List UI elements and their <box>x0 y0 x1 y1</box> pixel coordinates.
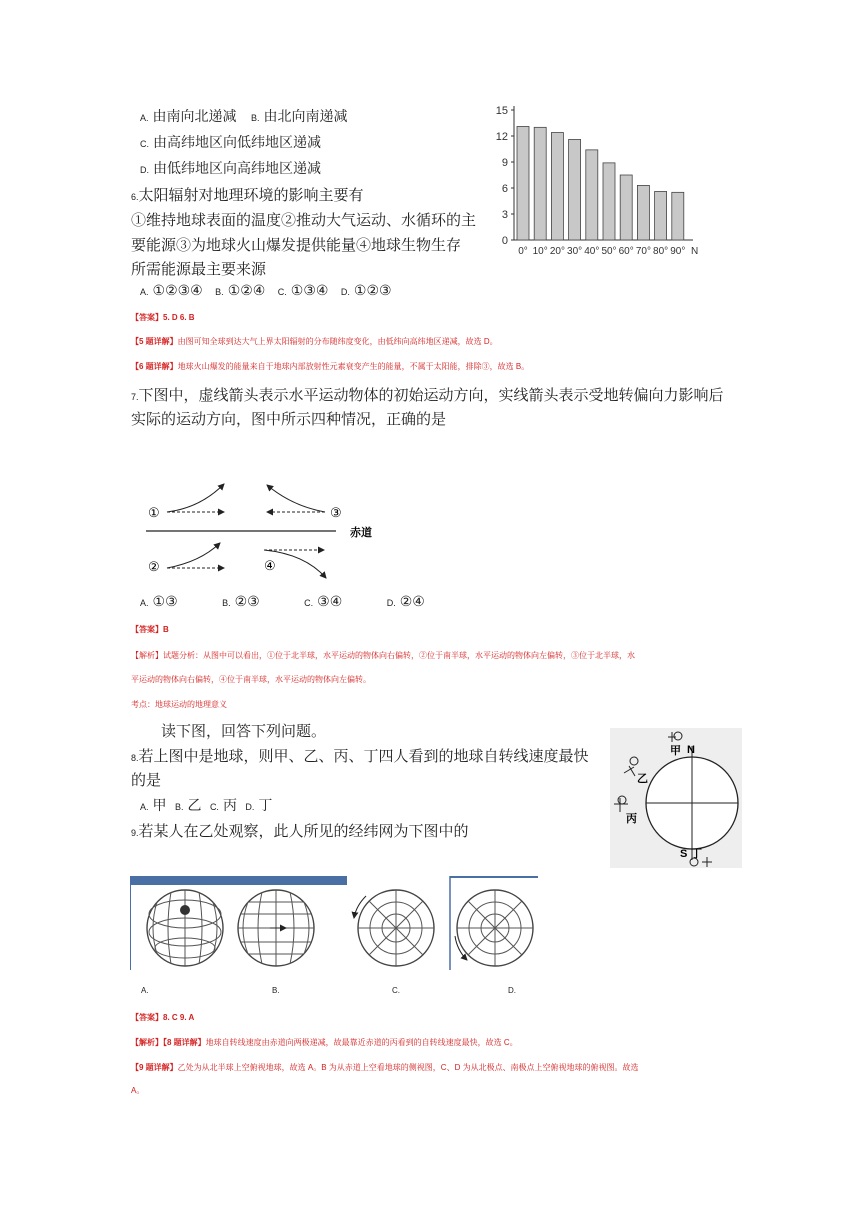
y-tick-label: 3 <box>501 209 508 221</box>
graticule-b-header <box>231 876 347 885</box>
kaodian: 考点：地球运动的地理意义 <box>131 700 227 709</box>
graticule-label-c: C. <box>392 986 400 995</box>
label-ding: 丁 <box>691 848 702 860</box>
q7-line2: 实际的运动方向，图中所示四种情况，正确的是 <box>131 410 447 428</box>
q5-option-d: D. 由低纬地区向高纬地区递减 <box>140 161 321 177</box>
y-tick-label: 0 <box>501 235 508 247</box>
graticule-label-d: D. <box>508 986 516 995</box>
x-tick-label: 50° <box>601 246 617 257</box>
case-4-label: ④ <box>264 558 276 573</box>
bar-6 <box>620 175 632 240</box>
answer-8-9: 【答案】8. C 9. A <box>131 1013 195 1022</box>
graticule-label-a: A. <box>141 986 149 995</box>
graticule-c <box>354 890 434 966</box>
x-tick-label: 10° <box>532 246 548 257</box>
q8-line2: 的是 <box>131 771 162 789</box>
x-tick-label: 80° <box>653 246 669 257</box>
graticule-b <box>238 890 314 966</box>
explanation-7-line1: 【解析】试题分析：从图中可以看出，①位于北半球，水平运动的物体向右偏转，②位于南半球，水平运动的物体向左偏转，③位于北半球，水 <box>131 651 635 660</box>
explanation-6: 【6 题详解】地球火山爆发的能量来自于地球内部放射性元素衰变产生的能量，不属于太阳能，排除③，故选 B。 <box>131 362 530 371</box>
x-axis-label: N <box>691 246 699 257</box>
coriolis-diagram <box>140 474 400 584</box>
x-tick-label: 20° <box>549 246 565 257</box>
bar-4 <box>586 150 598 240</box>
q7-options: A. ①③ B. ②③ C. ③④ D. ②④ <box>140 594 425 610</box>
q6-line2: 要能源③为地球火山爆发提供能量④地球生物生存 <box>131 236 462 254</box>
label-n: N <box>687 744 695 756</box>
label-yi: 乙 <box>637 773 648 785</box>
graticule-label-b: B. <box>272 986 280 995</box>
bar-5 <box>603 163 615 240</box>
bar-3 <box>569 139 581 240</box>
bar-1 <box>534 127 546 240</box>
x-tick-label: 70° <box>635 246 651 257</box>
bar-7 <box>637 185 649 240</box>
q8-line1: 8.若上图中是地球，则甲、乙、丙、丁四人看到的地球自转线速度最快 <box>131 747 589 765</box>
bar-0 <box>517 126 529 240</box>
case-1-label: ① <box>148 505 160 520</box>
q6-options: A. ①②③④ B. ①②④ C. ①③④ D. ①②③ <box>140 283 392 299</box>
q9-stem: 9.若某人在乙处观察，此人所见的经纬网为下图中的 <box>131 822 469 840</box>
graticule-options <box>130 876 540 972</box>
graticule-a-header <box>130 876 231 885</box>
bar-9 <box>672 192 684 240</box>
q6-stem: 6.太阳辐射对地理环境的影响主要有 <box>131 186 364 204</box>
answer-5-6: 【答案】5. D 6. B <box>131 313 195 322</box>
q6-line3: 所需能源最主要来源 <box>131 260 267 278</box>
x-tick-label: 0° <box>518 246 528 257</box>
solar-radiation-bar-chart <box>484 98 724 264</box>
x-tick-label: 30° <box>567 246 583 257</box>
intro-8-9: 读下图，回答下列问题。 <box>161 722 327 740</box>
q7-line1: 7.下图中，虚线箭头表示水平运动物体的初始运动方向，实线箭头表示受地转偏向力影响后 <box>131 386 724 404</box>
x-tick-label: 60° <box>618 246 634 257</box>
explanation-5: 【5 题详解】由图可知全球到达大气上界太阳辐射的分布随纬度变化，由低纬向高纬地区递减，故选 D。 <box>131 337 498 346</box>
explanation-7-line2: 平运动的物体向右偏转，④位于南半球，水平运动的物体向左偏转。 <box>131 675 371 684</box>
case-3-solid-arrow <box>267 485 325 512</box>
explanation-9-line2: A。 <box>131 1086 145 1095</box>
answer-7: 【答案】B <box>131 625 169 634</box>
explanation-8: 【解析】【8 题详解】地球自转线速度由赤道向两极递减，故最靠近赤道的丙看到的自转线速度最快，故选 C。 <box>131 1038 518 1047</box>
x-tick-label: 90° <box>670 246 686 257</box>
q6-line1: ①维持地球表面的温度②推动大气运动、水循环的主 <box>131 211 477 229</box>
label-bing: 丙 <box>626 813 637 825</box>
case-1-solid-arrow <box>167 484 224 512</box>
q5-option-c: C. 由高纬地区向低纬地区递减 <box>140 135 321 151</box>
graticule-d <box>455 890 533 966</box>
explanation-9-line1: 【9 题详解】乙处为从北半球上空俯视地球，故选 A。B 为从赤道上空看地球的侧视图，C、D 为从北极点、南极点上空俯视地球的俯视图。故选 <box>131 1063 639 1072</box>
x-tick-label: 40° <box>584 246 600 257</box>
q8-options: A. 甲 B. 乙 C. 丙 D. 丁 <box>140 798 273 814</box>
label-s: S <box>680 848 688 860</box>
case-2-solid-arrow <box>167 543 220 568</box>
bar-2 <box>551 133 563 240</box>
y-tick-label: 9 <box>501 157 508 169</box>
y-tick-label: 15 <box>495 105 508 117</box>
earth-globe-figure <box>610 728 742 868</box>
equator-label: 赤道 <box>350 527 372 539</box>
case-2-label: ② <box>148 559 160 574</box>
case-3-label: ③ <box>330 505 342 520</box>
label-jia: 甲 <box>670 745 681 757</box>
y-tick-label: 6 <box>501 183 508 195</box>
y-tick-label: 12 <box>495 131 508 143</box>
bar-8 <box>655 191 667 240</box>
q5-option-a: A. 由南向北递减 B. 由北向南递减 <box>140 109 348 125</box>
